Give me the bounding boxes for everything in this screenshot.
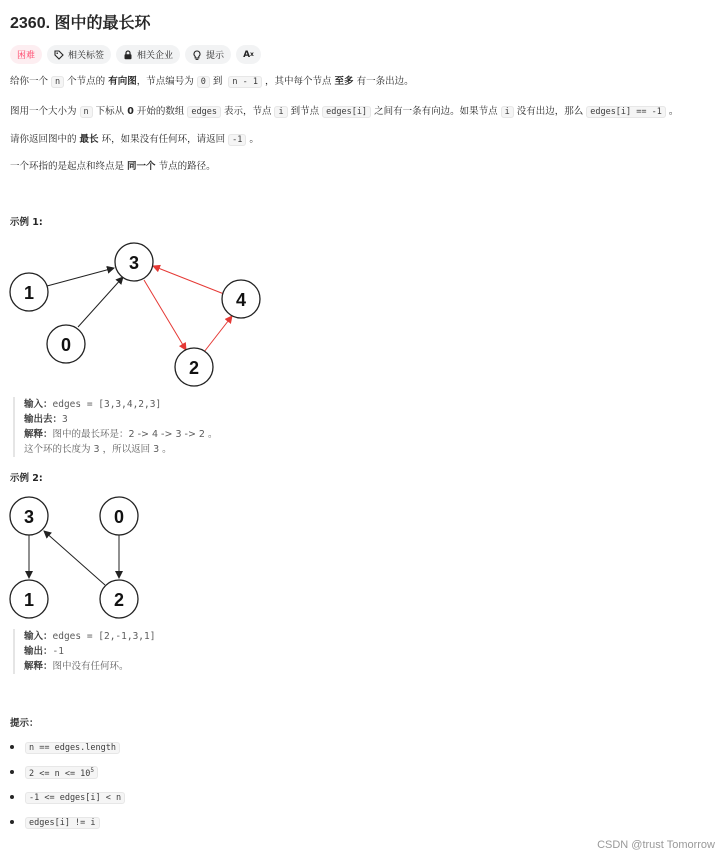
svg-text:2: 2 — [113, 590, 125, 610]
svg-text:4: 4 — [235, 290, 247, 310]
difficulty-label: 困难 — [17, 51, 36, 61]
graph-node — [10, 580, 48, 618]
related-companies-button[interactable] — [116, 45, 180, 64]
watermark: CSDN @trust Tomorrow — [597, 839, 715, 851]
related-tags-button[interactable] — [47, 45, 111, 64]
lock-icon — [123, 50, 133, 60]
graph-node — [175, 348, 213, 386]
related-companies-label: 相关企业 — [137, 51, 174, 61]
edge-3-to-2 — [144, 280, 186, 350]
example-2-heading: 示例 2: — [10, 473, 43, 484]
svg-text:3: 3 — [128, 253, 140, 273]
svg-text:3: 3 — [23, 507, 35, 527]
edge-0-to-3 — [78, 277, 123, 327]
tag-bar — [10, 45, 261, 64]
example-1-graph — [0, 235, 300, 390]
constraint-item: edges[i] != i — [8, 810, 128, 835]
graph-node — [115, 243, 153, 281]
translate-icon: A x — [243, 49, 254, 60]
translate-button[interactable] — [236, 45, 261, 64]
example-2-io: 输入：edges = [2,-1,3,1] 输出：-1 解释：图中没有任何环。 — [13, 629, 155, 674]
edge-2-to-4 — [204, 316, 232, 352]
description-paragraph-2: 图用一个大小为 n 下标从 0 开始的数组 edges 表示，节点 i 到节点 edges[i] 之间有一条有向边。如果节点 i 没有出边，那么 edges[i] == -1 。 — [10, 106, 679, 117]
edge-1-to-3 — [47, 268, 114, 286]
example-1-io: 输入：edges = [3,3,4,2,3] 输出去：3 解释：图中的最长环是：2 -> 4 -> 3 -> 2 。 这个环的长度为 3 ，所以返回 3 。 — [13, 397, 218, 457]
edge-4-to-3 — [153, 266, 224, 294]
svg-text:2: 2 — [188, 358, 200, 378]
graph-node — [47, 325, 85, 363]
graph-node — [100, 580, 138, 618]
svg-text:1: 1 — [23, 590, 35, 610]
hint-label: 提示 — [206, 51, 225, 61]
hint-button[interactable] — [185, 45, 231, 64]
constraint-item: $2 <= n <= 10^5$ — [8, 760, 128, 785]
constraint-item: n == edges.length — [8, 735, 128, 760]
tag-icon — [54, 50, 64, 60]
example-2-graph — [0, 495, 160, 620]
problem-title: 2360. 图中的最长环 — [10, 15, 151, 32]
graph-node — [222, 280, 260, 318]
example-1-heading: 示例 1: — [10, 217, 43, 228]
constraint-item: -1 <= edges[i] < n — [8, 785, 128, 810]
description-paragraph-3: 请你返回图中的 最长 环，如果没有任何环，请返回 -1 。 — [10, 134, 259, 145]
svg-text:1: 1 — [23, 283, 35, 303]
related-tags-label: 相关标签 — [68, 51, 105, 61]
constraints-heading: 提示： — [10, 718, 39, 729]
graph-node — [10, 273, 48, 311]
lightbulb-icon — [192, 50, 202, 60]
graph-node — [10, 497, 48, 535]
edge-2-to-3 — [44, 531, 105, 585]
difficulty-badge — [10, 45, 42, 64]
description-paragraph-1: 给你一个 n 个节点的 有向图，节点编号为 0 到 n - 1 ，其中每个节点 至多 有一条出边。 — [10, 76, 414, 87]
graph-node — [100, 497, 138, 535]
svg-text:0: 0 — [60, 335, 72, 355]
constraints-list — [8, 735, 128, 835]
description-paragraph-4: 一个环指的是起点和终点是 同一个 节点的路径。 — [10, 161, 216, 172]
svg-text:0: 0 — [113, 507, 125, 527]
